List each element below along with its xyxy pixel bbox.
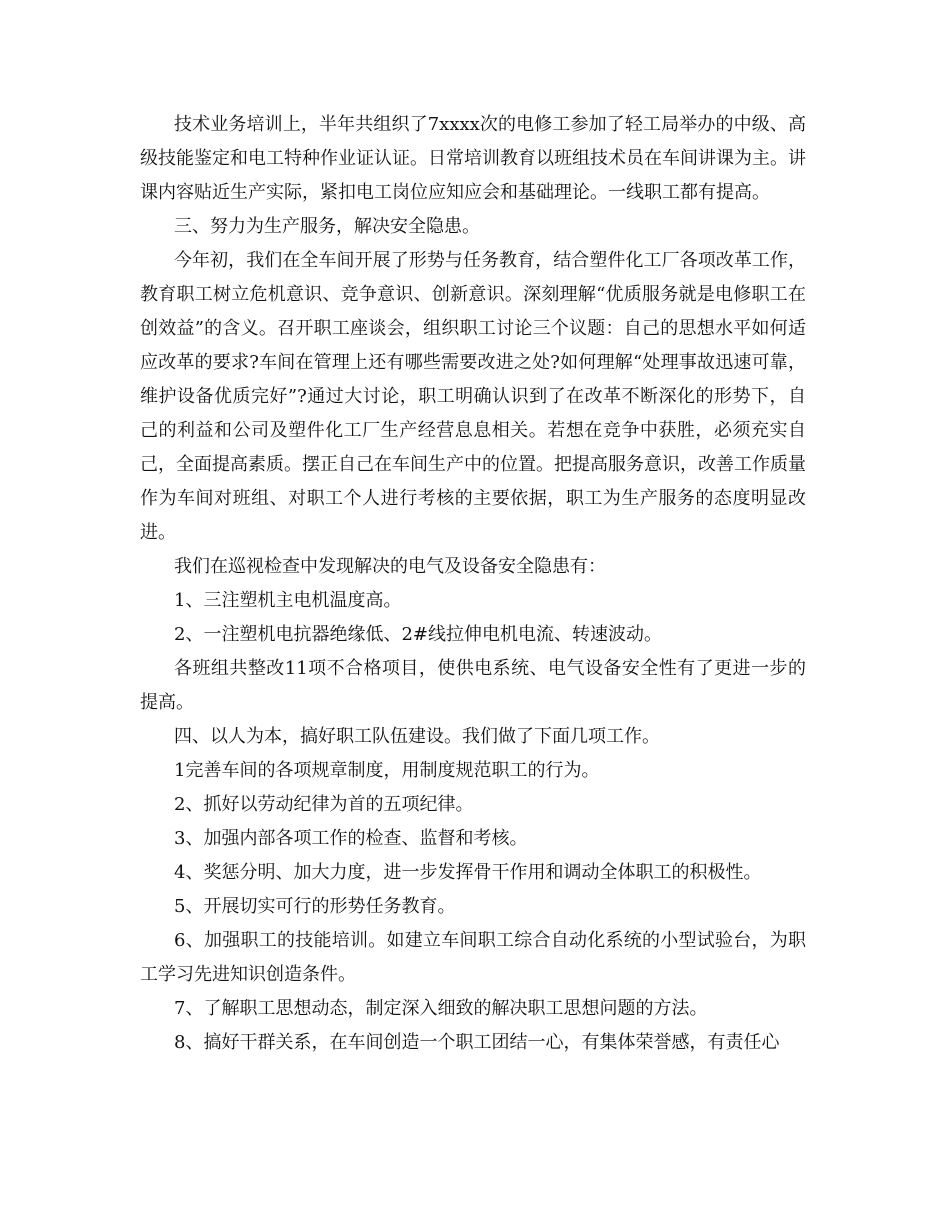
paragraph-rectification: 各班组共整改11项不合格项目，使供电系统、电气设备安全性有了更进一步的提高。 [140,658,806,713]
document-page [140,108,806,1060]
list-item-work-5: 5、开展切实可行的形势任务教育。 [174,896,456,917]
list-item-hazard-1: 1、三注塑机主电机温度高。 [174,590,402,611]
list-item-work-7: 7、了解职工思想动态，制定深入细致的解决职工思想问题的方法。 [174,998,708,1019]
list-item-work-1: 1完善车间的各项规章制度，用制度规范职工的行为。 [174,760,600,781]
list-item-work-3: 3、加强内部各项工作的检查、监督和考核。 [174,828,528,849]
list-item-work-6: 6、加强职工的技能培训。如建立车间职工综合自动化系统的小型试验台，为职工学习先进知识创造条件。 [140,930,806,985]
list-item-work-2: 2、抓好以劳动纪律为首的五项纪律。 [174,794,474,815]
heading-section-three: 三、努力为生产服务，解决安全隐患。 [174,216,480,237]
paragraph-hazards-intro: 我们在巡视检查中发现解决的电气及设备安全隐患有： [174,556,606,577]
list-item-work-4: 4、奖惩分明、加大力度，进一步发挥骨干作用和调动全体职工的积极性。 [174,862,762,883]
list-item-work-8: 8、搞好干群关系，在车间创造一个职工团结一心，有集体荣誉感，有责任心 [174,1032,780,1053]
paragraph-education: 今年初，我们在全车间开展了形势与任务教育，结合塑件化工厂各项改革工作，教育职工树立危机意识、竞争意识、创新意识。深刻理解“优质服务就是电修职工在创效益”的含义。召开职工座谈会，组织职工讨论三个议题：自己的思想水平如何适应改革的要求?车间在管理上还有哪些需要改进之处?如何理解“处理事故迅速可靠，维护设备优质完好”?通过大讨论，职工明确认识到了在改革不断深化的形势下，自己的利益和公司及塑件化工厂生产经营息息相关。若想在竞争中获胜，必须充实自己，全面提高素质。摆正自己在车间生产中的位置。把提高服务意识，改善工作质量作为车间对班组、对职工个人进行考核的主要依据，职工为生产服务的态度明显改进。 [140,250,806,543]
heading-section-four: 四、以人为本，搞好职工队伍建设。我们做了下面几项工作。 [174,726,660,747]
paragraph-training: 技术业务培训上，半年共组织了7xxxx次的电修工参加了轻工局举办的中级、高级技能鉴定和电工特种作业证认证。日常培训教育以班组技术员在车间讲课为主。讲课内容贴近生产实际，紧扣电工岗位应知应会和基础理论。一线职工都有提高。 [140,114,806,203]
list-item-hazard-2: 2、一注塑机电抗器绝缘低、2#线拉伸电机电流、转速波动。 [174,624,662,645]
